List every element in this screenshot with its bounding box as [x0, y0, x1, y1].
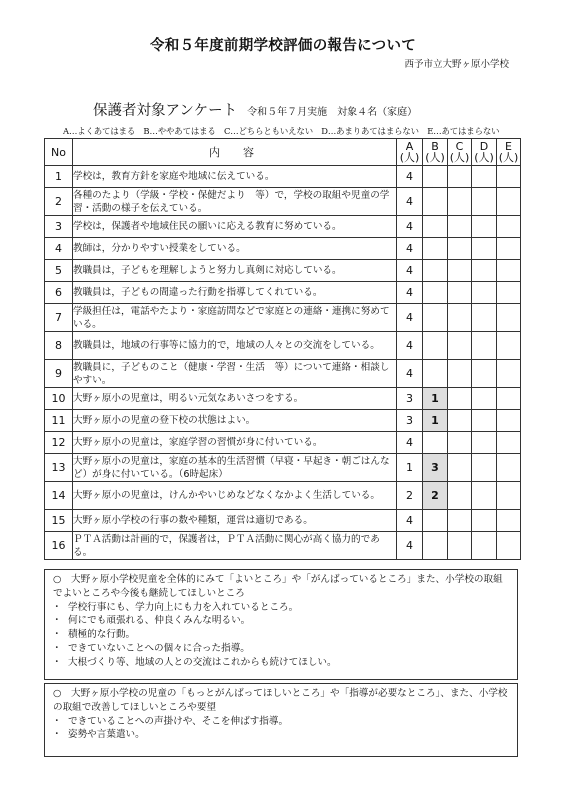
- count-c: [448, 238, 472, 260]
- count-d: [472, 332, 497, 360]
- table-row: [45, 388, 521, 410]
- header-c-unit: (人): [449, 151, 470, 164]
- list-item-text: できていないことへの個々に合った指導。: [68, 642, 250, 654]
- count-c: [448, 432, 472, 454]
- list-item: [45, 656, 517, 670]
- count-e: [497, 166, 521, 188]
- count-d: [472, 482, 497, 510]
- count-b: 3: [423, 454, 448, 482]
- count-c: [448, 260, 472, 282]
- improvement-list: [45, 715, 517, 743]
- row-text: 教職員は，地域の行事等に協力的で，地域の人々との交流をしている。: [73, 332, 397, 360]
- header-c: [448, 139, 472, 166]
- table-row: [45, 532, 521, 560]
- bullet-mark: ・: [52, 715, 62, 727]
- count-a: 2: [397, 482, 423, 510]
- table-row: [45, 454, 521, 482]
- header-d-letter: D: [479, 140, 489, 153]
- count-c: [448, 332, 472, 360]
- bullet-mark: ・: [52, 629, 62, 641]
- count-d: [472, 388, 497, 410]
- row-no: 2: [45, 188, 73, 216]
- list-item-text: 何にでも頑張れる、仲良くみんな明るい。: [68, 615, 251, 627]
- survey-title: 保護者対象アンケート: [93, 103, 238, 119]
- list-item-text: 学校行事にも、学力向上にも力を入れているところ。: [68, 601, 299, 613]
- page-title: 令和５年度前期学校評価の報告について: [149, 38, 417, 54]
- list-item: [45, 628, 517, 642]
- count-c: [448, 360, 472, 388]
- count-a: 4: [397, 532, 423, 560]
- good-points-box: [44, 569, 518, 680]
- table-row: [45, 360, 521, 388]
- count-d: [472, 282, 497, 304]
- count-a: 1: [397, 454, 423, 482]
- count-a: 4: [397, 238, 423, 260]
- row-no: 1: [45, 166, 73, 188]
- row-no: 10: [45, 388, 73, 410]
- count-e: [497, 238, 521, 260]
- row-text: 大野ヶ原小の児童の登下校の状態はよい。: [73, 410, 397, 432]
- count-a: 4: [397, 188, 423, 216]
- count-c: [448, 510, 472, 532]
- school-name: 西予市立大野ヶ原小学校: [404, 59, 509, 70]
- row-text: 大野ヶ原小の児童は，明るい元気なあいさつをする。: [73, 388, 397, 410]
- count-e: [497, 510, 521, 532]
- improvement-box: [44, 683, 518, 757]
- row-text: 教職員は，子どもの間違った行動を指導してくれている。: [73, 282, 397, 304]
- good-points-list: [45, 601, 517, 670]
- count-a: 3: [397, 388, 423, 410]
- count-d: [472, 532, 497, 560]
- count-a: 4: [397, 282, 423, 304]
- count-d: [472, 304, 497, 332]
- count-a: 4: [397, 166, 423, 188]
- count-b: [423, 532, 448, 560]
- count-c: [448, 282, 472, 304]
- count-e: [497, 188, 521, 216]
- bullet-mark: ・: [52, 615, 62, 627]
- count-d: [472, 216, 497, 238]
- table-row: [45, 304, 521, 332]
- table-row: [45, 510, 521, 532]
- count-d: [472, 260, 497, 282]
- count-b: [423, 282, 448, 304]
- count-c: [448, 166, 472, 188]
- count-e: [497, 304, 521, 332]
- count-c: [448, 304, 472, 332]
- row-text: 大野ヶ原小の児童は，けんかやいじめなどなくなかよく生活している。: [73, 482, 397, 510]
- count-b: [423, 216, 448, 238]
- header-e-unit: (人): [498, 151, 519, 164]
- count-d: [472, 188, 497, 216]
- header-c-letter: C: [455, 140, 464, 153]
- count-a: 4: [397, 332, 423, 360]
- row-text: 教師は，分かりやすい授業をしている。: [73, 238, 397, 260]
- count-e: [497, 482, 521, 510]
- table-row: [45, 260, 521, 282]
- count-b: 2: [423, 482, 448, 510]
- header-a-unit: (人): [399, 151, 420, 164]
- count-d: [472, 238, 497, 260]
- list-item-text: 姿勢や言葉遣い。: [68, 729, 145, 741]
- row-text: ＰＴＡ活動は計画的で，保護者は，ＰＴＡ活動に関心が高く協力的である。: [73, 532, 397, 560]
- row-no: 14: [45, 482, 73, 510]
- bullet-mark: ・: [52, 601, 62, 613]
- count-b: [423, 238, 448, 260]
- count-e: [497, 282, 521, 304]
- table-row: [45, 432, 521, 454]
- header-e-letter: E: [505, 140, 512, 153]
- survey-table: [44, 138, 521, 560]
- table-row: [45, 188, 521, 216]
- list-item: [45, 601, 517, 615]
- row-no: 7: [45, 304, 73, 332]
- count-e: [497, 360, 521, 388]
- count-a: 4: [397, 216, 423, 238]
- count-e: [497, 532, 521, 560]
- table-row: [45, 282, 521, 304]
- count-e: [497, 410, 521, 432]
- row-no: 16: [45, 532, 73, 560]
- bullet-mark: ・: [52, 642, 62, 654]
- list-item: [45, 715, 517, 729]
- improvement-lead: [45, 687, 517, 715]
- count-b: [423, 166, 448, 188]
- list-item-text: 積極的な行動。: [68, 629, 136, 641]
- row-text: 学校は，教育方針を家庭や地域に伝えている。: [73, 166, 397, 188]
- header-no: No: [45, 139, 73, 166]
- row-text: 教職員に，子どものこと（健康・学習・生活 等）について連絡・相談しやすい。: [73, 360, 397, 388]
- count-a: 4: [397, 260, 423, 282]
- row-no: 9: [45, 360, 73, 388]
- row-no: 5: [45, 260, 73, 282]
- count-a: 4: [397, 510, 423, 532]
- count-d: [472, 454, 497, 482]
- row-no: 13: [45, 454, 73, 482]
- table-header-row: [45, 139, 521, 166]
- count-d: [472, 510, 497, 532]
- row-no: 11: [45, 410, 73, 432]
- table-row: [45, 410, 521, 432]
- count-e: [497, 332, 521, 360]
- count-e: [497, 454, 521, 482]
- count-b: 1: [423, 388, 448, 410]
- header-a: [397, 139, 423, 166]
- table-row: [45, 238, 521, 260]
- count-a: 3: [397, 410, 423, 432]
- count-b: [423, 510, 448, 532]
- count-b: [423, 188, 448, 216]
- count-b: 1: [423, 410, 448, 432]
- list-item-text: 大根づくり等、地域の人との交流はこれからも続けてほしい。: [68, 656, 337, 668]
- row-no: 4: [45, 238, 73, 260]
- count-c: [448, 532, 472, 560]
- row-no: 15: [45, 510, 73, 532]
- rating-legend: A…よくあてはまる B…ややあてはまる C…どちらともいえない D…あまりあてはまらない E…あてはまらない: [63, 126, 500, 136]
- count-a: 4: [397, 432, 423, 454]
- header-b: [423, 139, 448, 166]
- table-row: [45, 216, 521, 238]
- row-text: 大野ヶ原小の児童は，家庭の基本的生活習慣（早寝・早起き・朝ごはんなど）が身に付いている。（6時起床）: [73, 454, 397, 482]
- row-text: 大野ヶ原小の児童は，家庭学習の習慣が身に付いている。: [73, 432, 397, 454]
- table-row: [45, 332, 521, 360]
- count-c: [448, 410, 472, 432]
- count-c: [448, 188, 472, 216]
- count-c: [448, 388, 472, 410]
- header-b-unit: (人): [425, 151, 445, 164]
- count-d: [472, 166, 497, 188]
- row-text: 学級担任は，電話やたより・家庭訪問などで家庭との連絡・連携に努めている。: [73, 304, 397, 332]
- count-d: [472, 432, 497, 454]
- list-item: [45, 728, 517, 742]
- row-no: 8: [45, 332, 73, 360]
- row-text: 各種のたより（学級・学校・保健だより 等）で，学校の取組や児童の学習・活動の様子を伝えている。: [73, 188, 397, 216]
- count-e: [497, 260, 521, 282]
- list-item: [45, 614, 517, 628]
- count-b: [423, 304, 448, 332]
- count-a: 4: [397, 304, 423, 332]
- count-c: [448, 454, 472, 482]
- row-no: 12: [45, 432, 73, 454]
- row-text: 教職員は，子どもを理解しようと努力し真剣に対応している。: [73, 260, 397, 282]
- count-e: [497, 388, 521, 410]
- bullet-mark: ・: [52, 729, 62, 741]
- improvement-question: 大野ヶ原小学校の児童の「もっとがんばってほしいところ」や「指導が必要なところ」、また、小学校の取組で改善してほしいところや要望: [53, 688, 508, 713]
- circle-mark: ○: [53, 688, 62, 699]
- header-d-unit: (人): [474, 151, 494, 164]
- header-e: [497, 139, 521, 166]
- count-e: [497, 432, 521, 454]
- count-b: [423, 432, 448, 454]
- header-b-letter: B: [431, 140, 439, 153]
- row-no: 3: [45, 216, 73, 238]
- count-c: [448, 482, 472, 510]
- header-content: 内 容: [73, 139, 397, 166]
- count-b: [423, 332, 448, 360]
- row-text: 大野ヶ原小学校の行事の数や種類，運営は適切である。: [73, 510, 397, 532]
- count-a: 4: [397, 360, 423, 388]
- count-d: [472, 360, 497, 388]
- count-e: [497, 216, 521, 238]
- row-text: 学校は，保護者や地域住民の願いに応える教育に努めている。: [73, 216, 397, 238]
- survey-meta: 令和５年７月実施 対象４名（家庭）: [247, 107, 418, 118]
- count-b: [423, 260, 448, 282]
- count-b: [423, 360, 448, 388]
- good-points-question: 大野ヶ原小学校児童を全体的にみて「よいところ」や「がんばっているところ」また、小学校の取組でよいところや今後も継続してほしいところ: [53, 574, 503, 599]
- good-points-lead: [45, 573, 517, 601]
- survey-heading: [93, 99, 417, 120]
- header-a-letter: A: [405, 140, 414, 153]
- circle-mark: ○: [53, 574, 62, 585]
- list-item-text: できていることへの声掛けや、そこを伸ばす指導。: [68, 715, 289, 727]
- header-d: [472, 139, 497, 166]
- bullet-mark: ・: [52, 656, 62, 668]
- count-d: [472, 410, 497, 432]
- table-row: [45, 166, 521, 188]
- table-row: [45, 482, 521, 510]
- count-c: [448, 216, 472, 238]
- list-item: [45, 642, 517, 656]
- row-no: 6: [45, 282, 73, 304]
